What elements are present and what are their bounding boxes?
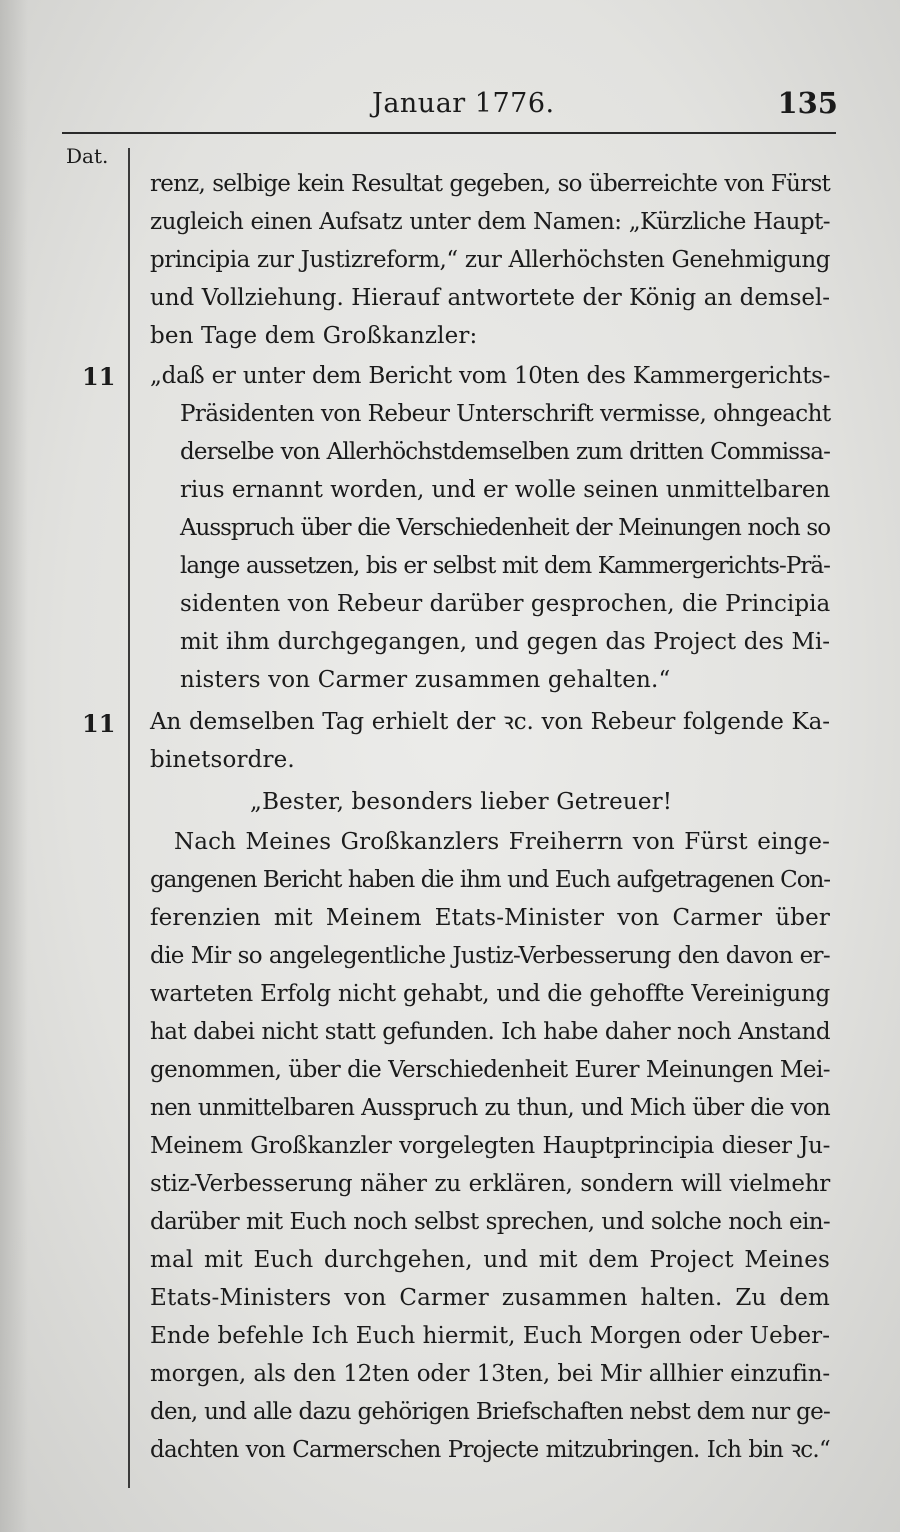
letter-line: gangenen Bericht haben die ihm und Euch aufgetragenen Con-: [150, 867, 830, 893]
letter-line: die Mir so angelegentliche Justiz-Verbesserung den davon er-: [150, 943, 830, 969]
running-title: Januar 1776.: [372, 88, 555, 119]
text-line: zugleich einen Aufsatz unter dem Namen: „Kürzliche Haupt-: [150, 209, 830, 235]
letter-line: mal mit Euch durchgehen, und mit dem Project Meines: [150, 1247, 830, 1273]
text-line: binetsordre.: [150, 747, 295, 773]
text-line: principia zur Justizreform,“ zur Allerhöchsten Genehmigung: [150, 247, 830, 273]
page-edge-shadow: [0, 0, 28, 1532]
letter-line: stiz-Verbesserung näher zu erklären, sondern will vielmehr: [150, 1171, 830, 1197]
letter-line: dachten von Carmerschen Projecte mitzubringen. Ich bin ꝛc.“: [150, 1437, 830, 1463]
margin-date: 11: [82, 709, 116, 738]
quote-line: Präsidenten von Rebeur Unterschrift vermisse, ohngeacht: [180, 401, 831, 427]
letter-line: ferenzien mit Meinem Etats-Minister von Carmer über: [150, 905, 830, 931]
header-rule: [62, 132, 836, 134]
letter-line: Meinem Großkanzler vorgelegten Hauptprincipia dieser Ju-: [150, 1133, 830, 1159]
quote-line: sidenten von Rebeur darüber gesprochen, die Principia: [180, 591, 831, 617]
page-number: 135: [777, 86, 838, 120]
quote-line: lange aussetzen, bis er selbst mit dem Kammergerichts-Prä-: [180, 553, 830, 579]
letter-line: Nach Meines Großkanzlers Freiherrn von Fürst einge-: [174, 829, 830, 855]
quote-line: „daß er unter dem Bericht vom 10ten des Kammergerichts-: [150, 363, 830, 389]
margin-column: [62, 140, 126, 1500]
text-line: und Vollziehung. Hierauf antwortete der König an demsel-: [150, 285, 830, 311]
text-line: ben Tage dem Großkanzler:: [150, 323, 478, 349]
letter-line: den, und alle dazu gehörigen Briefschaften nebst dem nur ge-: [150, 1399, 830, 1425]
quote-line: nisters von Carmer zusammen gehalten.“: [180, 667, 671, 693]
letter-line: genommen, über die Verschiedenheit Eurer Meinungen Mei-: [150, 1057, 830, 1083]
margin-rule: [128, 148, 130, 1488]
letter-line: hat dabei nicht statt gefunden. Ich habe daher noch Anstand: [150, 1019, 830, 1045]
quote-line: rius ernannt worden, und er wolle seinen unmittelbaren: [180, 477, 830, 503]
quote-line: derselbe von Allerhöchstdemselben zum dritten Commissa-: [180, 439, 830, 465]
letter-line: morgen, als den 12ten oder 13ten, bei Mir allhier einzufin-: [150, 1361, 830, 1387]
page-header: [0, 88, 900, 128]
quote-line: Ausspruch über die Verschiedenheit der Meinungen noch so: [180, 515, 830, 541]
text-line: renz, selbige kein Resultat gegeben, so überreichte von Fürst: [150, 171, 830, 197]
letter-line: darüber mit Euch noch selbst sprechen, und solche noch ein-: [150, 1209, 830, 1235]
letter-line: Etats-Ministers von Carmer zusammen halten. Zu dem: [150, 1285, 830, 1311]
letter-salutation: „Bester, besonders lieber Getreuer!: [250, 789, 673, 815]
quote-line: mit ihm durchgegangen, und gegen das Project des Mi-: [180, 629, 830, 655]
letter-line: warteten Erfolg nicht gehabt, und die gehoffte Vereinigung: [150, 981, 830, 1007]
text-line: An demselben Tag erhielt der ꝛc. von Rebeur folgende Ka-: [150, 709, 830, 735]
letter-line: nen unmittelbaren Ausspruch zu thun, und Mich über die von: [150, 1095, 830, 1121]
margin-heading: Dat.: [66, 144, 109, 168]
margin-date: 11: [82, 362, 116, 391]
letter-line: Ende befehle Ich Euch hiermit, Euch Morgen oder Ueber-: [150, 1323, 831, 1349]
